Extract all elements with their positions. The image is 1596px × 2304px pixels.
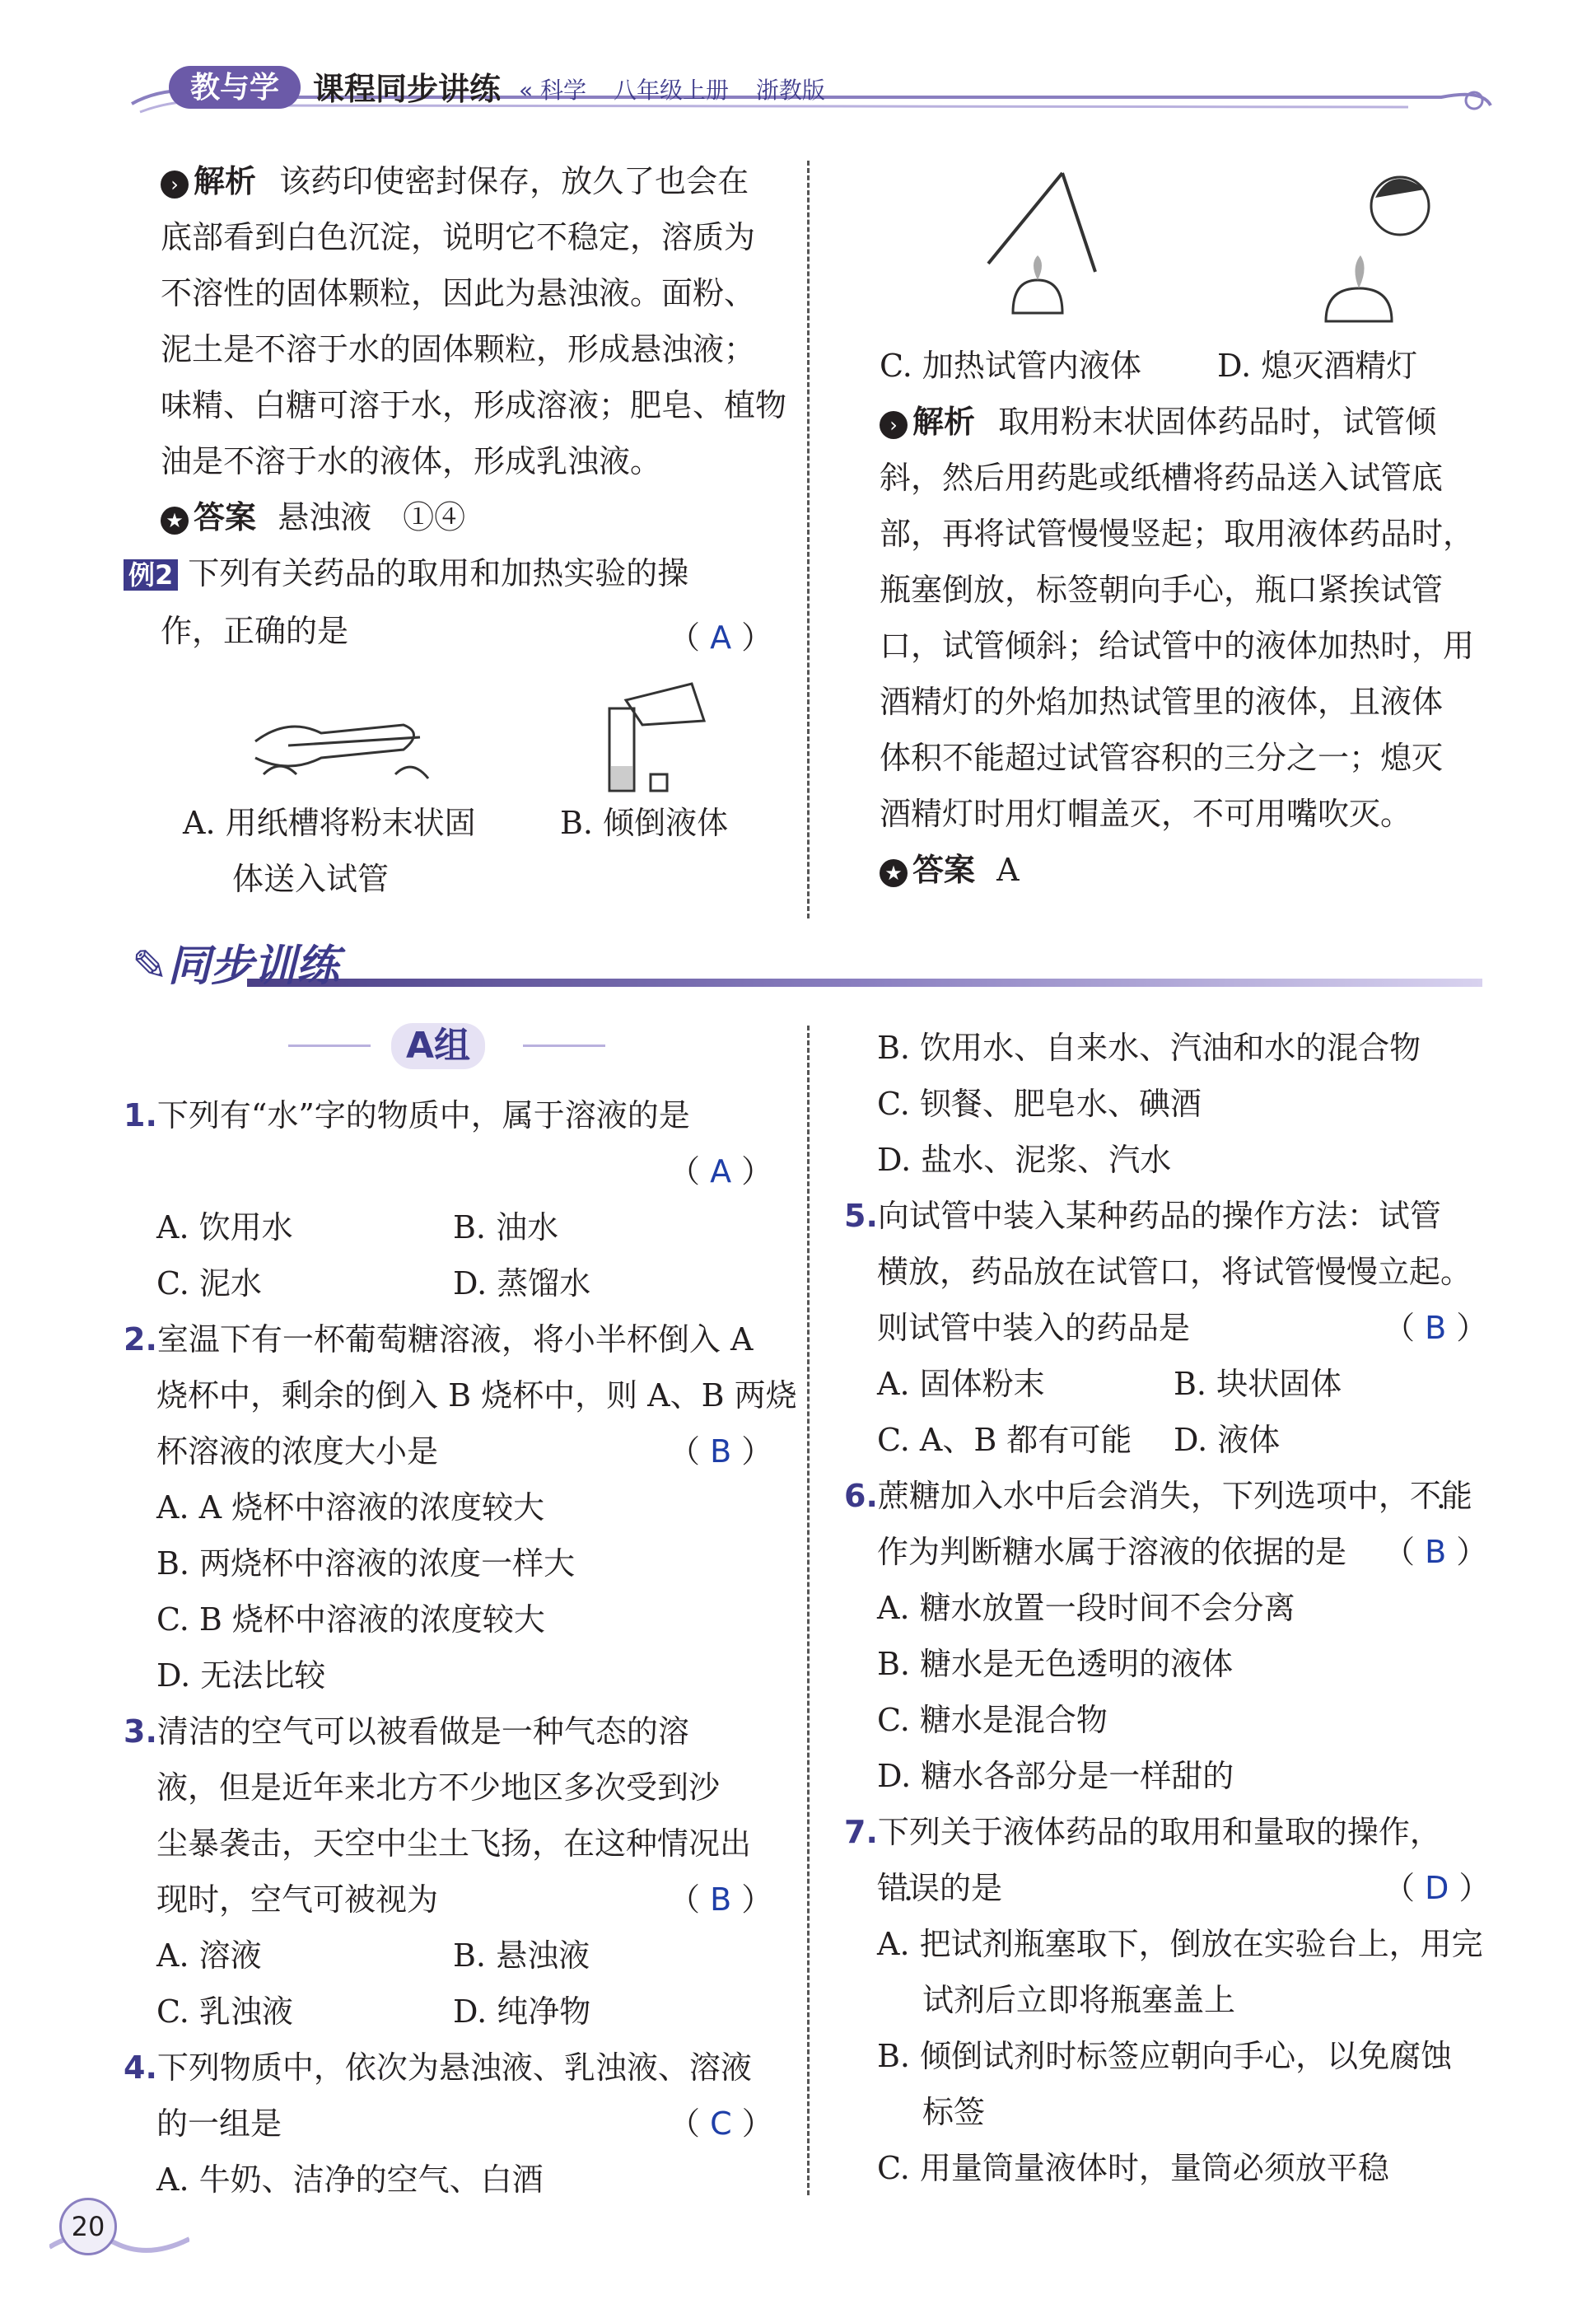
question-number: 5. (844, 1198, 878, 1234)
option-cont: 试剂后立即将瓶塞盖上 (922, 1982, 1236, 2018)
option: B. 糖水是无色透明的液体 (877, 1646, 1234, 1682)
q2-answer-paren: （ B ） (669, 1433, 773, 1470)
option: A. 糖水放置一段时间不会分离 (877, 1590, 1295, 1626)
emphasis-text: 不能 (1409, 1478, 1472, 1514)
example-text: 下列有关药品的取用和加热实验的操 (188, 555, 689, 591)
section-banner (124, 939, 1491, 997)
question-5-line: 横放，药品放在试管口，将试管慢慢立起。 (877, 1254, 1472, 1290)
option-row: A. 饮用水 B. 油水 (156, 1209, 559, 1245)
question-4-line: 的一组是 (156, 2105, 282, 2142)
answer-line (161, 489, 786, 545)
analysis-line: 斜，然后用药匙或纸槽将药品送入试管底 (880, 460, 1444, 496)
section-title: ✎同步训练 (132, 942, 339, 991)
analysis-text: 取用粉末状固体药品时，试管倾 (998, 404, 1437, 440)
option: A. A 烧杯中溶液的浓度较大 (156, 1489, 545, 1526)
option-row: A. 固体粉末 B. 块状固体 (877, 1366, 1342, 1402)
option-b: B. 倾倒液体 (560, 805, 729, 841)
header-meta (519, 74, 825, 107)
analysis-line (161, 153, 786, 209)
group-wave-right (523, 1045, 605, 1047)
q6-answer: B (1425, 1534, 1447, 1570)
answer-text: A (996, 852, 1020, 888)
subject-label: 科学 (540, 77, 587, 104)
star-icon: ★ (161, 507, 189, 535)
analysis-line: 味精、白糖可溶于水，形成溶液；肥皂、植物 (161, 387, 787, 423)
question-3-line: 现时，空气可被视为 (156, 1881, 439, 1918)
option: D. 糖水各部分是一样甜的 (877, 1758, 1234, 1794)
option: B. 两烧杯中溶液的浓度一样大 (156, 1545, 576, 1582)
question-6-line: 6.蔗糖加入水中后会消失，下列选项中，不能 (844, 1478, 1472, 1514)
example-tag: 例2 (124, 559, 178, 591)
question-2-line: 烧杯中，剩余的倒入 B 烧杯中，则 A、B 两烧 (156, 1377, 797, 1414)
q3-answer-paren: （ B ） (669, 1881, 773, 1918)
question-number: 4. (124, 2049, 157, 2086)
option-row: A. 溶液 B. 悬浊液 (156, 1937, 590, 1974)
ex2-options-left (183, 795, 476, 907)
ex2-answer: A (710, 619, 732, 656)
q2-answer: B (710, 1433, 732, 1470)
paper-trough-figure-icon (239, 700, 436, 791)
chevron-right-icon: › (880, 411, 908, 439)
analysis-line: 不溶性的固体颗粒，因此为悬浊液。面粉、 (161, 275, 756, 311)
group-label: A组 (391, 1023, 485, 1069)
chevron-left-icon: « (519, 77, 534, 104)
option: C. 用量筒量液体时，量筒必须放平稳 (877, 2150, 1389, 2186)
option: D. 盐水、泥浆、汽水 (877, 1142, 1172, 1178)
q4-answer-paren: （ C ） (669, 2105, 773, 2142)
page-number-badge (49, 2198, 181, 2255)
question-5-line: 则试管中装入的药品是 (877, 1310, 1191, 1346)
question-3-line: 尘暴袭击，天空中尘土飞扬，在这种情况出 (156, 1825, 752, 1862)
option: A. 把试剂瓶塞取下，倒放在实验台上，用完 (877, 1926, 1483, 1962)
question-number: 3. (124, 1713, 157, 1750)
question-1-line: 1.下列有“水”字的物质中，属于溶液的是 (124, 1097, 690, 1133)
bottom-column-divider (807, 1026, 810, 2195)
q6-answer-paren: （ B ） (1384, 1534, 1488, 1570)
group-wave-left (288, 1045, 371, 1047)
analysis-line: 瓶塞倒放，标签朝向手心，瓶口紧挨试管 (880, 572, 1444, 608)
option-row: C. A、B 都有可能 D. 液体 (877, 1422, 1281, 1458)
example-line (128, 545, 786, 603)
page-header (124, 64, 1499, 122)
analysis-label: 解析 (194, 163, 257, 199)
heat-tube-figure-icon (964, 165, 1112, 338)
analysis-line: 体积不能超过试管容积的三分之一；熄灭 (880, 740, 1444, 776)
question-3-line: 液，但是近年来北方不少地区多次受到沙 (156, 1769, 721, 1806)
left-questions (124, 1087, 797, 2208)
grade-label: 八年级上册 (613, 77, 729, 104)
q1-answer-paren: （ A ） (669, 1153, 773, 1189)
ex2-answer-paren: （ A ） (669, 619, 773, 656)
question-number: 2. (124, 1321, 157, 1358)
analysis-line: 部，再将试管慢慢竖起；取用液体药品时， (880, 516, 1475, 552)
page-number: 20 (59, 2198, 117, 2255)
option-c: C. 加热试管内液体 (880, 348, 1141, 384)
answer-text: 悬浊液 ①④ (278, 499, 466, 535)
chevron-right-icon: › (161, 171, 189, 199)
question-number: 6. (844, 1478, 878, 1514)
option: A. 牛奶、洁净的空气、白酒 (156, 2161, 544, 2198)
option: C. 钡餐、肥皂水、碘酒 (877, 1086, 1202, 1122)
q7-answer: D (1425, 1870, 1449, 1906)
answer-label: 答案 (912, 852, 976, 888)
question-7-line: 7.下列关于液体药品的取用和量取的操作， (844, 1814, 1441, 1850)
banner-line (247, 979, 1482, 987)
analysis-line: 酒精灯的外焰加热试管里的液体，且液体 (880, 684, 1444, 720)
star-icon: ★ (880, 859, 908, 887)
edition-label: 浙教版 (755, 77, 825, 104)
question-4-line: 4.下列物质中，依次为悬浊液、乳浊液、溶液 (124, 2049, 752, 2086)
analysis-line: 底部看到白色沉淀，说明它不稳定，溶质为 (161, 219, 756, 255)
question-7-line: 错误的是 (877, 1870, 1003, 1906)
right-questions (844, 1020, 1483, 2196)
q1-answer: A (710, 1153, 732, 1189)
pencil-icon: ✎ (132, 942, 168, 991)
options-cd (880, 338, 1474, 394)
analysis-line: 油是不溶于水的液体，形成乳浊液。 (161, 443, 662, 479)
option-row: C. 乳浊液 D. 纯净物 (156, 1993, 591, 2030)
analysis-line (880, 394, 1474, 450)
q5-answer: B (1425, 1310, 1447, 1346)
q3-answer: B (710, 1881, 732, 1918)
left-analysis-block (128, 153, 787, 659)
option: B. 饮用水、自来水、汽油和水的混合物 (877, 1030, 1421, 1066)
option-d: D. 熄灭酒精灯 (1216, 348, 1418, 384)
example-line: 作，正确的是 (161, 613, 349, 649)
pour-liquid-figure-icon (593, 675, 716, 795)
series-title: 课程同步讲练 (313, 71, 502, 107)
right-top-block (880, 338, 1474, 898)
top-column-divider (807, 161, 810, 918)
q7-answer-paren: （ D ） (1384, 1870, 1491, 1906)
question-number: 1. (124, 1097, 157, 1133)
group-header (288, 1021, 609, 1071)
option: C. B 烧杯中溶液的浓度较大 (156, 1601, 545, 1638)
analysis-label: 解析 (912, 404, 976, 440)
answer-line (880, 842, 1474, 898)
question-2-line: 杯溶液的浓度大小是 (156, 1433, 439, 1470)
option-row: C. 泥水 D. 蒸馏水 (156, 1265, 591, 1302)
question-number: 7. (844, 1814, 878, 1850)
option: B. 倾倒试剂时标签应朝向手心，以免腐蚀 (877, 2038, 1453, 2074)
q4-answer: C (710, 2105, 732, 2142)
option-cont: 标签 (922, 2094, 986, 2130)
emphasis-text: 错误 (877, 1870, 940, 1906)
extinguish-lamp-figure-icon (1301, 165, 1449, 338)
question-6-line: 作为判断糖水属于溶液的依据的是 (877, 1534, 1347, 1570)
analysis-text: 该药印使密封保存，放久了也会在 (279, 163, 749, 199)
q5-answer-paren: （ B ） (1384, 1310, 1488, 1346)
analysis-line: 泥土是不溶于水的固体颗粒，形成悬浊液； (161, 331, 756, 367)
option: C. 糖水是混合物 (877, 1702, 1108, 1738)
question-3-line: 3.清洁的空气可以被看做是一种气态的溶 (124, 1713, 689, 1750)
answer-label: 答案 (194, 499, 257, 535)
option: D. 无法比较 (156, 1657, 326, 1694)
option-a: A. 用纸槽将粉末状固 (183, 805, 476, 841)
question-2-line: 2.室温下有一杯葡萄糖溶液，将小半杯倒入 A (124, 1321, 754, 1358)
option-a-cont: 体送入试管 (232, 861, 390, 897)
brand-logo: 教与学 (169, 66, 301, 109)
analysis-line: 口，试管倾斜；给试管中的液体加热时，用 (880, 628, 1475, 664)
analysis-line: 酒精灯时用灯帽盖灭，不可用嘴吹灭。 (880, 796, 1412, 832)
question-5-line: 5.向试管中装入某种药品的操作方法：试管 (844, 1198, 1441, 1234)
